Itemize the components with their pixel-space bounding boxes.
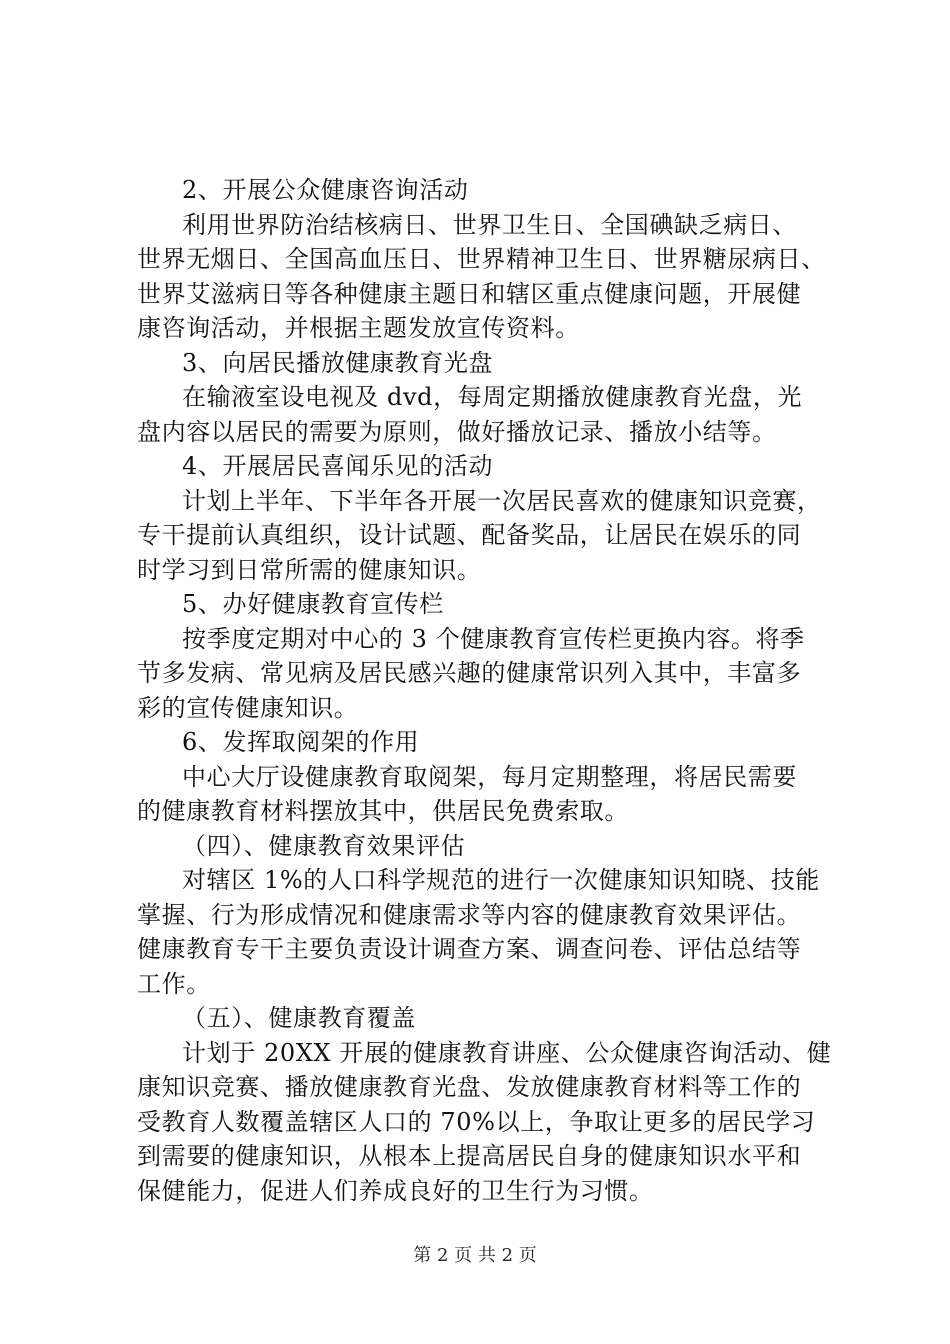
paragraph-first-line: 在输液室设电视及 dvd，每周定期播放健康教育光盘，光 xyxy=(182,383,803,411)
paragraph-line: 健康教育专干主要负责设计调查方案、调查问卷、评估总结等 xyxy=(137,935,802,963)
paragraph-first-line: 计划上半年、下半年各开展一次居民喜欢的健康知识竞赛， xyxy=(182,486,822,515)
paragraph-line: 康咨询活动，并根据主题发放宣传资料。 xyxy=(137,314,580,342)
paragraph-line: 专干提前认真组织，设计试题、配备奖品，让居民在娱乐的同 xyxy=(137,521,802,549)
page-footer: 第 2 页 共 2 页 xyxy=(413,1245,537,1266)
subsection-heading: （四）、健康教育效果评估 xyxy=(182,831,466,860)
paragraph-line: 世界艾滋病日等各种健康主题日和辖区重点健康问题，开展健 xyxy=(137,279,802,308)
paragraph-line: 的健康教育材料摆放其中，供居民免费索取。 xyxy=(137,797,629,825)
subsection-heading: （五）、健康教育覆盖 xyxy=(182,1004,416,1032)
paragraph-first-line: 利用世界防治结核病日、世界卫生日、全国碘缺乏病日、 xyxy=(182,210,797,239)
paragraph-line: 时学习到日常所需的健康知识。 xyxy=(137,555,482,584)
document-body xyxy=(137,173,832,1208)
section-heading: 6、发挥取阅架的作用 xyxy=(182,728,420,756)
paragraph-line: 工作。 xyxy=(137,969,211,998)
paragraph-line: 节多发病、常见病及居民感兴趣的健康常识列入其中，丰富多 xyxy=(137,659,802,687)
paragraph-first-line: 计划于 20XX 开展的健康教育讲座、公众健康咨询活动、健 xyxy=(182,1038,832,1067)
section-heading: 3、向居民播放健康教育光盘 xyxy=(182,348,494,377)
section-heading: 4、开展居民喜闻乐见的活动 xyxy=(182,452,494,480)
section-heading: 2、开展公众健康咨询活动 xyxy=(182,176,469,204)
section-heading: 5、办好健康教育宣传栏 xyxy=(182,590,444,618)
paragraph-line: 保健能力，促进人们养成良好的卫生行为习惯。 xyxy=(137,1176,654,1205)
paragraph-line: 到需要的健康知识，从根本上提高居民自身的健康知识水平和 xyxy=(137,1142,802,1170)
paragraph-line: 受教育人数覆盖辖区人口的 70%以上，争取让更多的居民学习 xyxy=(137,1107,816,1136)
paragraph-line: 掌握、行为形成情况和健康需求等内容的健康教育效果评估。 xyxy=(137,900,802,929)
paragraph-first-line: 对辖区 1%的人口科学规范的进行一次健康知识知晓、技能 xyxy=(182,866,820,894)
paragraph-first-line: 按季度定期对中心的 3 个健康教育宣传栏更换内容。将季 xyxy=(182,624,805,653)
paragraph-line: 康知识竞赛、播放健康教育光盘、发放健康教育材料等工作的 xyxy=(137,1073,802,1101)
paragraph-line: 盘内容以居民的需要为原则，做好播放记录、播放小结等。 xyxy=(137,417,777,446)
paragraph-first-line: 中心大厅设健康教育取阅架，每月定期整理，将居民需要 xyxy=(182,762,797,791)
paragraph-line: 彩的宣传健康知识。 xyxy=(137,693,359,722)
paragraph-line: 世界无烟日、全国高血压日、世界精神卫生日、世界糖尿病日、 xyxy=(137,245,826,273)
